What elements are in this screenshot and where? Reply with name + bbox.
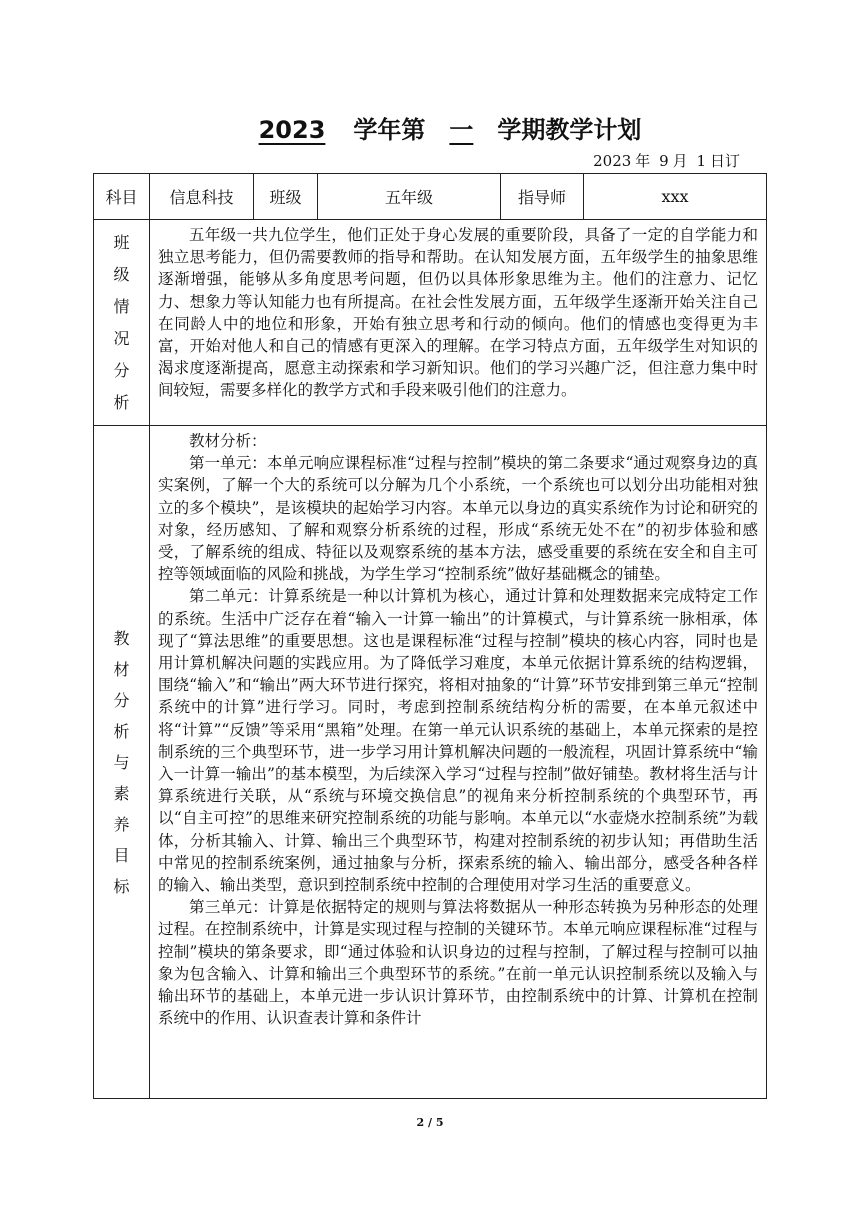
material-analysis-row (94, 426, 767, 1099)
material-analysis-content (150, 426, 767, 1099)
material-analysis-label: 教材分析与素养目标 (113, 628, 130, 896)
header-row (94, 174, 767, 220)
date-day: 1 (696, 152, 706, 170)
title-year: 2023 (258, 116, 326, 144)
date-year: 2023 (593, 152, 632, 170)
date-month: 9 (659, 152, 669, 170)
date-year-unit: 年 (635, 152, 651, 170)
teaching-plan-table (93, 173, 767, 1099)
subject-label: 科目 (94, 174, 150, 220)
page-number: 2 / 5 (416, 1116, 444, 1129)
class-value: 五年级 (318, 174, 501, 220)
class-analysis-label: 班级情况分析 (113, 232, 130, 412)
date-month-unit: 月 (672, 152, 688, 170)
date-line (591, 151, 742, 171)
teacher-label: 指导师 (501, 174, 584, 220)
teacher-value: xxx (584, 174, 767, 220)
unit-1-text: 第一单元：本单元响应课程标准“过程与控制”模块的第二条要求“通过观察身边的真实案例，了解一个大的系统可以分解为几个小系统，一个系统也可以划分出功能相对独立的多个模块”，是该模块的起始学习内容。本单元以身边的真实系统作为讨论和研究的对象，经历感知、了解和观察分析系统的过程，形成“系统无处不在”的初步体验和感受，了解系统的组成、特征以及观察系统的基本方法，感受重要的系统在安全和自主可控等领域面临的风险和挑战，为学生学习“控制系统”做好基础概念的铺垫。 (158, 454, 758, 584)
page-title (0, 112, 860, 148)
unit-3-text: 第三单元：计算是依据特定的规则与算法将数据从一种形态转换为另种形态的处理过程。在控制系统中，计算是实现过程与控制的关键环节。本单元响应课程标准“过程与控制”模块的第条要求，即“通过体验和认识身边的过程与控制，了解过程与控制可以抽象为包含输入、计算和输出三个典型环节的系统。”在前一单元认识控制系统以及输入与输出环节的基础上，本单元进一步认识计算环节，由控制系统中的计算、计算机在控制系统中的作用、认识查表计算和条件计 (158, 898, 758, 1028)
class-analysis-row (94, 220, 767, 426)
class-label: 班级 (254, 174, 318, 220)
title-part1: 学年第 (353, 116, 426, 144)
unit-2-text: 第二单元：计算系统是一种以计算机为核心，通过计算和处理数据来完成特定工作的系统。生活中广泛存在着“输入一计算一输出”的计算模式，与计算系统一脉相承，体现了“算法思维”的重要思想。这也是课程标准“过程与控制”模块的核心内容，同时也是用计算机解决问题的实践应用。为了降低学习难度，本单元依据计算系统的结构逻辑，围绕“输入”和“输出”两大环节进行探究，将相对抽象的“计算”环节安排到第三单元“控制系统中的计算”进行学习。同时，考虑到控制系统结构分析的需要，在本单元叙述中将“计算”“反馈”等采用“黑箱”处理。在第一单元认识系统的基础上，本单元探索的是控制系统的三个典型环节，进一步学习用计算机解决问题的一般流程，巩固计算系统中“输入一计算一输出”的基本模型，为后续深入学习“过程与控制”做好铺垫。教材将生活与计算系统进行关联，从“系统与环境交换信息”的视角来分析控制系统的个典型环节，再以“自主可控”的思维来研究控制系统的功能与影响。本单元以“水壶烧水控制系统”为载体，分析其输入、计算、输出三个典型环节，构建对控制系统的初步认知；再借助生活中常见的控制系统案例，通过抽象与分析，探索系统的输入、输出部分，感受各种各样的输入、输出类型，意识到控制系统中控制的合理使用对学习生活的重要意义。 (158, 587, 758, 895)
title-part2: 学期教学计划 (497, 116, 642, 144)
title-term: 一 (449, 116, 474, 144)
class-analysis-text: 五年级一共九位学生，他们正处于身心发展的重要阶段，具备了一定的自学能力和独立思考能力，但仍需要教师的指导和帮助。在认知发展方面，五年级学生的抽象思维逐渐增强，能够从多角度思考问题，但仍以具体形象思维为主。他们的注意力、记忆力、想象力等认知能力也有所提高。在社会性发展方面，五年级学生逐渐开始关注自己在同龄人中的地位和形象，开始有独立思考和行动的倾向。他们的情感也变得更为丰富，开始对他人和自己的情感有更深入的理解。在学习特点方面，五年级学生对知识的渴求度逐渐提高，愿意主动探索和学习新知识。他们的学习兴趣广泛，但注意力集中时间较短，需要多样化的教学方式和手段来吸引他们的注意力。 (158, 226, 758, 400)
material-analysis-label-cell (94, 426, 150, 1099)
class-analysis-content (150, 220, 767, 426)
material-analysis-heading: 教材分析： (189, 432, 267, 450)
class-analysis-label-cell (94, 220, 150, 426)
date-day-unit: 日订 (709, 152, 740, 170)
subject-value: 信息科技 (150, 174, 254, 220)
